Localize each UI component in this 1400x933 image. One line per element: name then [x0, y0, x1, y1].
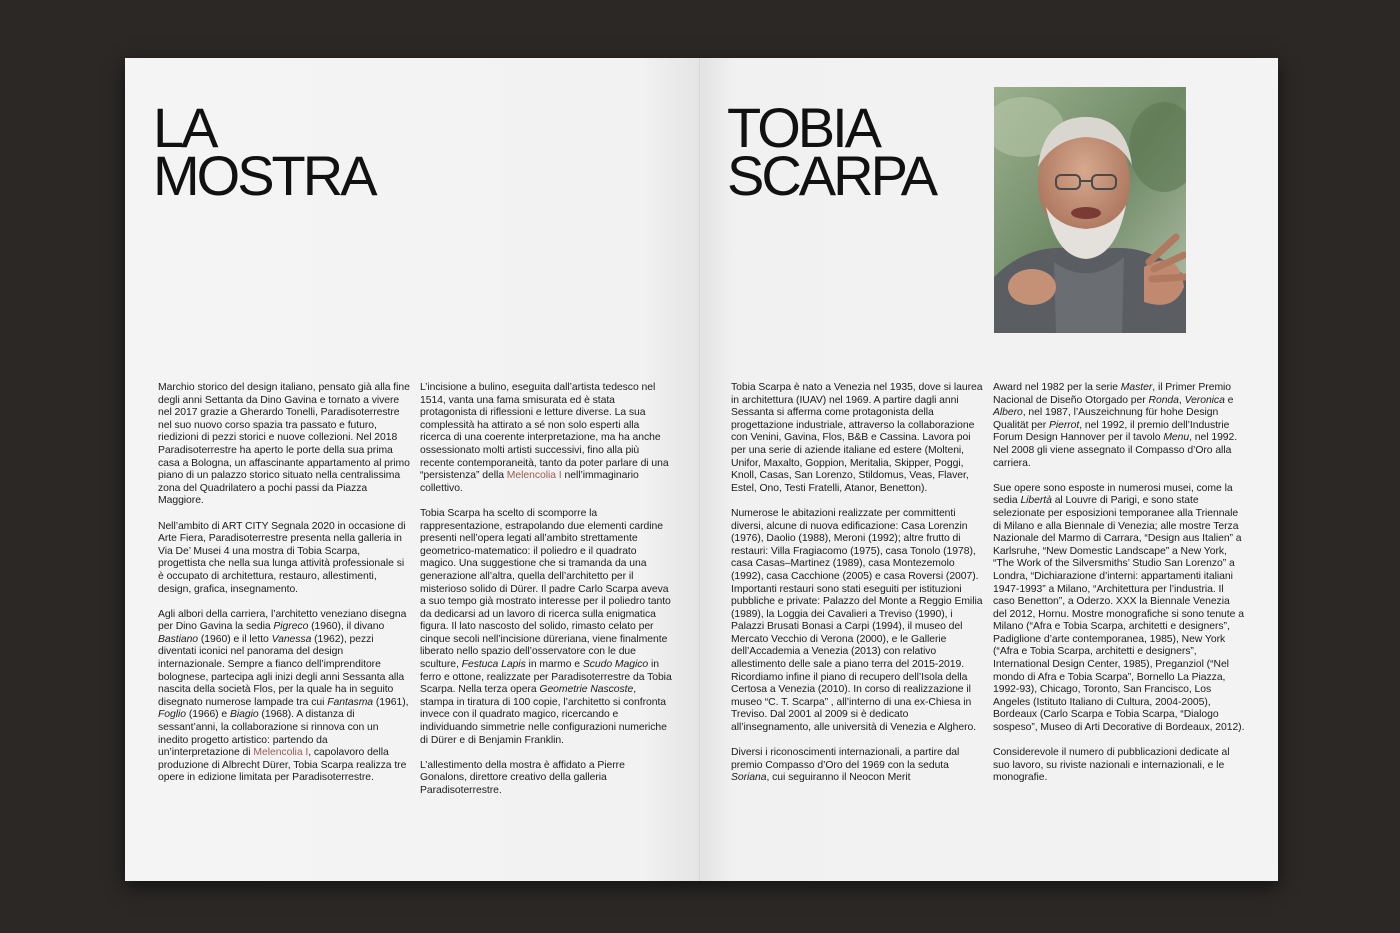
paragraph: L’allestimento della mostra è affidato a Pierre Gonalons, direttore creativo della galleria Paradisoterrestre.	[420, 759, 625, 796]
paragraph: L’incisione a bulino, eseguita dall’artista tedesco nel 1514, vanta una fama smisurata ed è stata protagonista di riflessioni e letture diverse. La sua complessità ha attirato a sé non solo esperti alla ricerca di una coerente interpretazione, ma ha anche ossessionato molti artisti successivi, fino alla più recente contemporaneità, tanto da poter parlare di una “persistenza” della Melencolia I nell’immaginario collettivo.	[420, 382, 669, 494]
page-title-tobia-scarpa	[727, 96, 936, 207]
paragraph: Numerose le abitazioni realizzate per committenti diversi, alcune di nuova edificazione: Casa Lorenzin (1976), Daolio (1988), Meroni (1992); altre frutto di restauri: Villa Fragiacomo (1975), casa Tonolo (1978), casa Casas–Martinez (1989), casa Montezemolo (1992), casa Cacchione (2005) e casa Roversi (2007). Importanti restauri sono stati eseguiti per istituzioni pubbliche e private: Palazzo del Monte a Reggio Emilia (1989), la Loggia dei Cavalieri a Treviso (1990), i Palazzi Brusati Bonasi a Carpi (1994), il museo del Mercato Vecchio di Verona (2000), e le Gallerie dell’Accademia a Venezia (2013) con relativo allestimento delle sale a piano terra del 2015-2019. Ricordiamo infine il piano di recupero dell’Isola della Certosa a Venezia (2010). In corso di realizzazione il museo “C. T. Scarpa” , all’interno di una ex-Chiesa in Treviso. Dal 2001 al 2009 si è dedicato all’insegnamento, alle università di Venezia e Alghero.	[731, 507, 983, 734]
paragraph: Marchio storico del design italiano, pensato già alla fine degli anni Settanta da Dino Gavina e tornato a vivere nel 2017 grazie a Gherardo Tonelli, Paradisoterrestre nel suo nuovo corso spazia tra passato e futuro, riedizioni di pezzi storici e nuove collezioni. Nel 2018 Paradisoterrestre ha aperto le porte della sua prima casa a Bologna, un affascinante appartamento al primo piano di un palazzo storico situato nella centralissima zona del Quadrilatero a pochi passi da Piazza Maggiore.	[158, 382, 410, 507]
paragraph: Agli albori della carriera, l’architetto veneziano disegna per Dino Gavina la sedia Pigreco (1960), il divano Bastiano (1960) e il letto Vanessa (1962), pezzi diventati iconici nel panorama del design internazionale. Sempre a fianco dell’imprenditore bolognese, partecipa agli inizi degli anni Sessanta alla nascita della società Flos, per la quale ha in seguito disegnato numerose lampade tra cui Fantasma (1961), Foglio (1966) e Biagio (1968). A distanza di sessant’anni, la collaborazione si rinnova con un inedito progetto artistico: partendo da un’interpretazione di Melencolia I, capolavoro della produzione di Albrecht Dürer, Tobia Scarpa realizza tre opere in edizione limitata per Paradisoterrestre.	[158, 608, 409, 784]
highlight-melencolia: Melencolia I	[253, 747, 309, 759]
paragraph: Sue opere sono esposte in numerosi musei, come la sedia Libertà al Louvre di Parigi, e sono state selezionate per esposizioni temporanee alla Triennale di Milano e alla Biennale di Venezia; alle mostre Terza Nazionale del Marmo di Carrara, “Design aus Italien” a Karlsruhe, “New Domestic Landscape” a New York, “The Work of the Silversmiths’ Studio San Lorenzo” a Londra, “Dichiarazione d’interni: appartamenti italiani 1947-1993” a Milano, “Architettura per l’industria. Il caso Benetton”, a Oderzo. XXX la Biennale Venezia del 2012, Hornu. Mostre monografiche si sono tenute a Milano (“Afra e Tobia Scarpa, architetti e designers”, Padiglione d’arte contemporanea, 1985), New York (“Afra e Tobia Scarpa, architetti e designers”, International Design Center, 1985), Preganziol (“Nel mondo di Afra e Tobia Scarpa”, Bornello La Piazza, 1992-93), Chicago, Toronto, San Francisco, Los Angeles (Istituto Italiano di Cultura, 2004-2005), Bordeaux (Carlo Scarpa e Tobia Scarpa, “Dialogo sospeso”, Museo di Arti Decorative di Bordeaux, 2012).	[993, 482, 1245, 734]
highlight-melencolia: Melencolia I	[506, 470, 562, 482]
text-column-right-2	[993, 382, 1245, 798]
paragraph: Award nel 1982 per la serie Master, il Primer Premio Nacional de Diseño Otorgado per Ronda, Veronica e Albero, nel 1987, l’Auszeichnung für hohe Design Qualität per Pierrot, nel 1992, il premio dell’Industrie Forum Design Hannover per il tavolo Menu, nel 1992. Nel 2008 gli viene assegnato il Compasso d’Oro alla carriera.	[993, 382, 1238, 469]
paragraph: Considerevole il numero di pubblicazioni dedicate al suo lavoro, su riviste nazionali e internazionali, e le monografie.	[993, 747, 1230, 784]
paragraph: Tobia Scarpa è nato a Venezia nel 1935, dove si laurea in architettura (IUAV) nel 1969. A partire dagli anni Sessanta si afferma come protagonista della progettazione industriale, attraverso la collaborazione con Venini, Gavina, Flos, B&B e Cassina. Lavora poi per una serie di aziende italiane ed estere (Molteni, Unifor, Maxalto, Goppion, Meritalia, Skipper, Poggi, Knoll, Casas, San Lorenzo, Stildomus, Veas, Flaver, Estel, Ono, Testi Fratelli, Atanor, Benetton).	[731, 382, 983, 494]
right-page	[700, 58, 1278, 881]
paragraph: Nell’ambito di ART CITY Segnala 2020 in occasione di Arte Fiera, Paradisoterrestre presenta nella galleria in Via De’ Musei 4 una mostra di Tobia Scarpa, progettista che nella sua lunga attività professionale si è occupato di architettura, restauro, allestimenti, design, grafica, insegnamento.	[158, 520, 406, 595]
title-line: LA	[153, 96, 216, 159]
text-column-left-2	[420, 382, 672, 810]
portrait-illustration	[994, 87, 1186, 333]
title-line: MOSTRA	[153, 144, 375, 207]
title-line: SCARPA	[727, 144, 936, 207]
text-column-right-1	[731, 382, 983, 798]
brochure-spread	[125, 58, 1278, 881]
title-line: TOBIA	[727, 96, 880, 159]
paragraph: Diversi i riconoscimenti internazionali, a partire dal premio Compasso d’Oro del 1969 con la seduta Soriana, cui seguiranno il Neocon Merit	[731, 747, 960, 784]
left-page	[125, 58, 700, 881]
paragraph: Tobia Scarpa ha scelto di scomporre la rappresentazione, estrapolando due elementi cardine presenti nell’opera legati all’ambito strettamente geometrico-matematico: il poliedro e il quadrato magico. Una suggestione che si tramanda da una generazione all’altra, quella dell’architetto per il misterioso solido di Dürer. Il padre Carlo Scarpa aveva a suo tempo già mostrato interesse per il poliedro tanto da dedicarsi ad un lavoro di ricerca sulla enigmatica figura. Il lato nascosto del solido, rimasto celato per cinque secoli nell’incisione düreriana, viene finalmente liberato nello spazio dell’osservatore con le due sculture, Festuca Lapis in marmo e Scudo Magico in ferro e ottone, realizzate per Paradisoterrestre da Tobia Scarpa. Nella terza opera Geometrie Nascoste, stampa in tiratura di 100 copie, l’architetto si confronta invece con il quadrato magico, ricercando e individuando simmetrie nelle configurazioni numeriche di Dürer e di Benjamin Franklin.	[420, 507, 672, 746]
page-title-la-mostra	[153, 96, 375, 207]
portrait-photo	[994, 87, 1186, 333]
center-fold	[699, 58, 701, 881]
text-column-left-1	[158, 382, 410, 798]
